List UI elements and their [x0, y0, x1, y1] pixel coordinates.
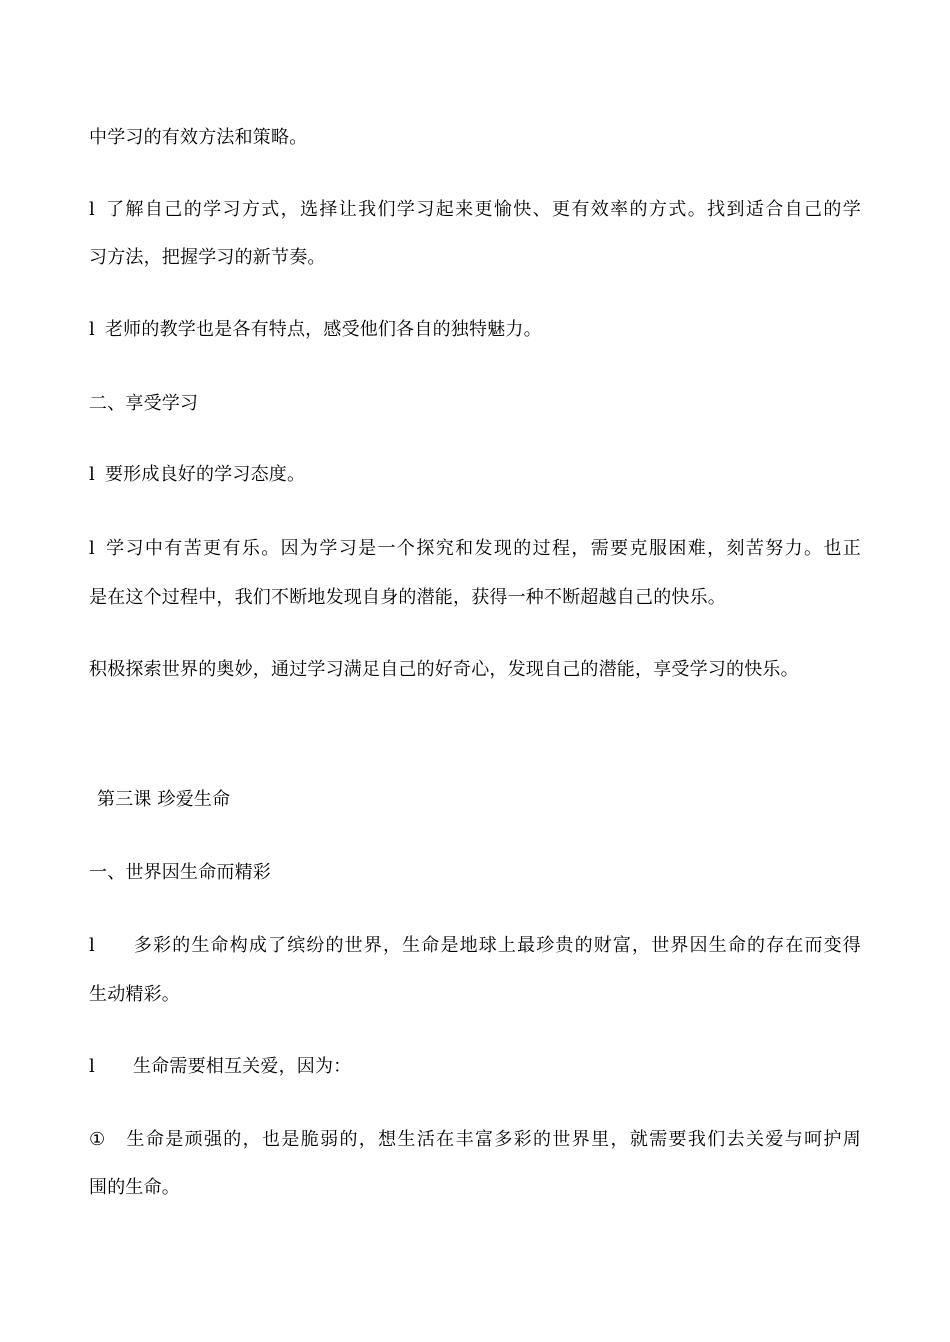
bullet-marker: l	[89, 464, 95, 485]
bullet-marker: l	[89, 319, 95, 340]
section-heading	[89, 861, 271, 885]
paragraph-line	[89, 1176, 180, 1200]
line-text: 要形成良好的学习态度。	[104, 464, 306, 485]
paragraph-line	[89, 126, 307, 150]
line-text: 习方法，把握学习的新节奏。	[89, 247, 326, 268]
bullet-paragraph-line	[89, 934, 861, 958]
bullet-marker: l	[89, 199, 95, 220]
bullet-paragraph-line	[89, 463, 305, 487]
circled-number-marker: ①	[89, 1129, 106, 1150]
bullet-marker: l	[89, 1056, 95, 1077]
section-heading	[89, 392, 198, 416]
paragraph-line	[89, 246, 326, 270]
bullet-paragraph-line	[89, 198, 861, 222]
line-text: 生命是顽强的，也是脆弱的，想生活在丰富多彩的世界里，就需要我们去关爱与呵护周	[125, 1129, 861, 1150]
heading-text: 二、享受学习	[89, 393, 199, 414]
line-text: 生动精彩。	[89, 984, 180, 1005]
lesson-title-text: 第三课 珍爱生命	[97, 789, 231, 810]
bullet-paragraph-line	[89, 318, 542, 342]
line-text: 老师的教学也是各有特点，感受他们各自的独特魅力。	[104, 319, 542, 340]
bullet-marker: l	[89, 538, 95, 559]
line-text: 了解自己的学习方式，选择让我们学习起来更愉快、更有效率的方式。找到适合自己的学	[104, 199, 861, 220]
paragraph-line	[89, 983, 180, 1007]
line-text: 多彩的生命构成了缤纷的世界，生命是地球上最珍贵的财富，世界因生命的存在而变得	[132, 935, 861, 956]
bullet-paragraph-line	[89, 537, 861, 561]
heading-text: 一、世界因生命而精彩	[89, 862, 271, 883]
line-text: 是在这个过程中，我们不断地发现自身的潜能，获得一种不断超越自己的快乐。	[89, 587, 726, 608]
numbered-paragraph-line	[89, 1128, 861, 1152]
bullet-marker: l	[89, 935, 95, 956]
line-text: 学习中有苦更有乐。因为学习是一个探究和发现的过程，需要克服困难，刻苦努力。也正	[104, 538, 861, 559]
bullet-paragraph-line	[89, 1055, 351, 1079]
line-text: 中学习的有效方法和策略。	[89, 127, 308, 148]
paragraph-line	[89, 658, 799, 682]
line-text: 围的生命。	[89, 1177, 180, 1198]
lesson-title	[97, 788, 230, 812]
paragraph-line	[89, 586, 726, 610]
line-text: 生命需要相互关爱，因为：	[132, 1056, 352, 1077]
line-text: 积极探索世界的奥妙，通过学习满足自己的好奇心，发现自己的潜能，享受学习的快乐。	[89, 659, 799, 680]
